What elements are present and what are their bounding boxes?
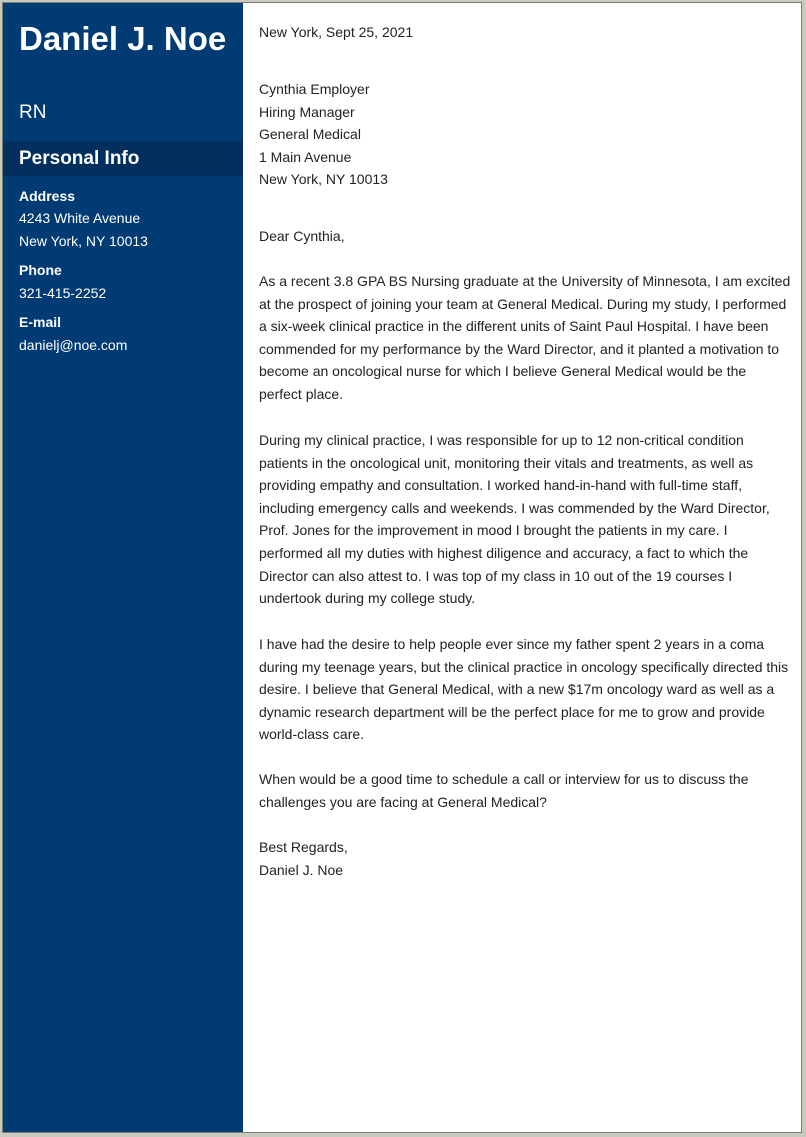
body-paragraph-2: During my clinical practice, I was responsible for up to 12 non-critical condition patients in the oncological unit, monitoring their vitals and treatments, as well as providing empathy and consultation. I worked hand-in-hand with full-time staff, including emergency calls and weekends. I was commended by the Ward Director, Prof. Jones for the improvement in mood I brought the patients in my care. I performed all my duties with highest diligence and accuracy, a fact to which the Director can also attest to. I was top of my class in 10 out of the 19 courses I undertook during my college study. bbox=[259, 432, 770, 607]
recipient-name: Cynthia Employer bbox=[259, 81, 370, 97]
signature-name: Daniel J. Noe bbox=[259, 861, 344, 878]
body-paragraph-3: I have had the desire to help people ever since my father spent 2 years in a coma during my teenage years, but the clinical practice in oncology specifically directed this desire. I believe that General Medical, with a new $17m oncology ward as well as a dynamic research department will be the perfect place for me to grow and provide world-class care. bbox=[259, 636, 789, 743]
sidebar bbox=[3, 3, 243, 1132]
recipient-city: New York, NY 10013 bbox=[259, 171, 388, 188]
phone-value: 321-415-2252 bbox=[19, 285, 107, 301]
recipient-company: General Medical bbox=[259, 126, 361, 143]
closing-block bbox=[259, 836, 348, 881]
address-line-2: New York, NY 10013 bbox=[19, 233, 148, 249]
letter-date: New York, Sept 25, 2021 bbox=[259, 24, 414, 40]
body-paragraph-4: When would be a good time to schedule a call or interview for us to discuss the challenges you are facing at General Medical? bbox=[259, 771, 749, 810]
recipient-street: 1 Main Avenue bbox=[259, 148, 352, 165]
document-page bbox=[2, 2, 802, 1133]
phone-label: Phone bbox=[19, 262, 62, 278]
recipient-role: Hiring Manager bbox=[259, 103, 355, 120]
body-paragraph-1: As a recent 3.8 GPA BS Nursing graduate at the University of Minnesota, I am excited at the prospect of joining your team at General Medical. During my study, I performed a six-week clinical practice in the different units of Saint Paul Hospital. I have been commended for my performance by the Ward Director, and it planted a motivation to become an oncological nurse for which I believe General Medical would be the perfect place. bbox=[259, 273, 791, 402]
address-line-1: 4243 White Avenue bbox=[19, 210, 141, 226]
recipient-block bbox=[259, 78, 388, 191]
address-label: Address bbox=[19, 188, 76, 204]
closing-phrase: Best Regards, bbox=[259, 839, 348, 855]
email-value: danielj@noe.com bbox=[19, 337, 128, 353]
letter-greeting: Dear Cynthia, bbox=[259, 228, 345, 244]
personal-info-heading: Personal Info bbox=[19, 148, 140, 169]
applicant-name: Daniel J. Noe bbox=[19, 20, 227, 57]
applicant-title: RN bbox=[19, 102, 47, 123]
email-label: E-mail bbox=[19, 314, 62, 330]
